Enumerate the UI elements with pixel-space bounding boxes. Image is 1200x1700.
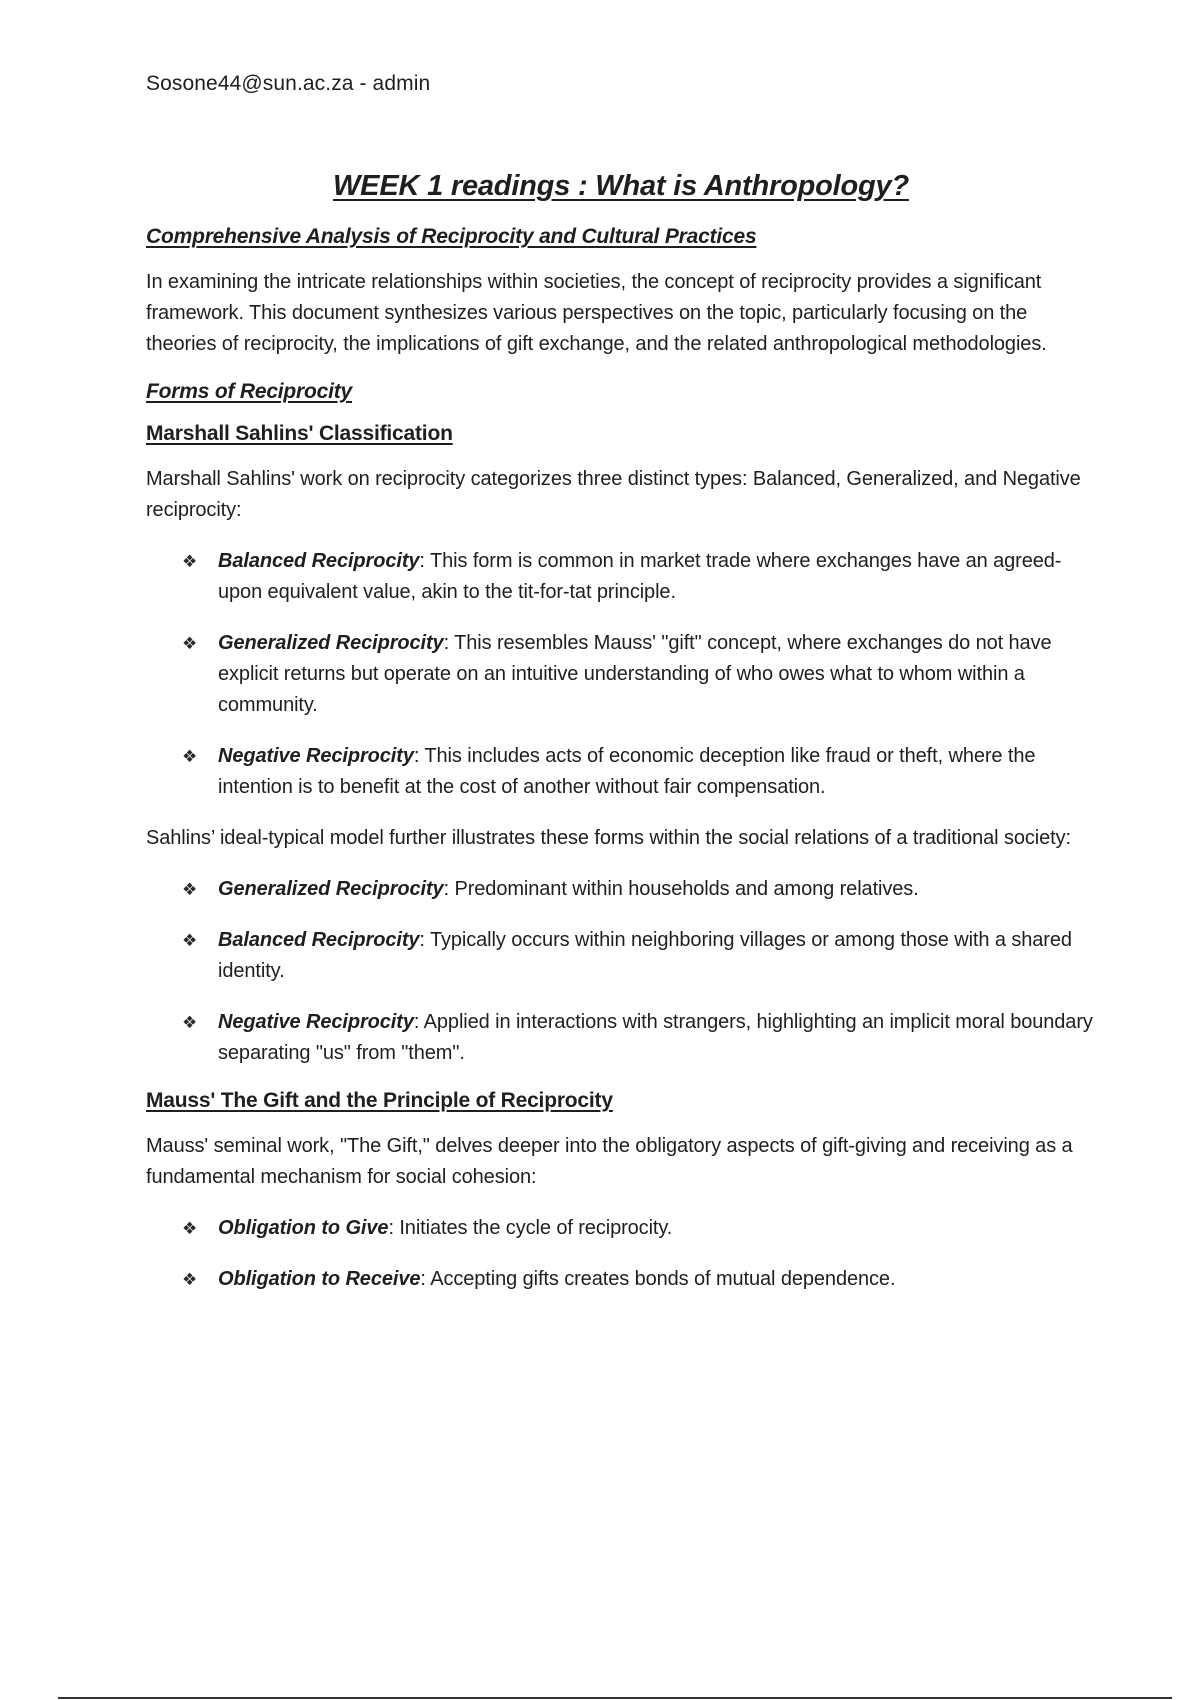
mauss-obligations-list bbox=[146, 1213, 1096, 1295]
list-item-text: : This form is common in market trade where exchanges have an agreed-upon equivalent value, akin to the tit-for-tat principle. bbox=[218, 550, 1062, 603]
list-item bbox=[182, 628, 1096, 721]
list-item-text: : This includes acts of economic deception like fraud or theft, where the intention is to benefit at the cost of another without fair compensation. bbox=[218, 745, 1036, 798]
list-item bbox=[182, 925, 1096, 987]
list-item-text: : Applied in interactions with strangers, highlighting an implicit moral boundary separating "us" from "them". bbox=[218, 1011, 1093, 1064]
list-item bbox=[182, 741, 1096, 803]
diamond-bullet-icon: ❖ bbox=[182, 1219, 198, 1238]
list-item-text: : Predominant within households and among relatives. bbox=[443, 878, 919, 900]
footer-divider bbox=[58, 1697, 1172, 1699]
list-item-term: Generalized Reciprocity bbox=[218, 632, 444, 654]
list-item-text: : This resembles Mauss' "gift" concept, where exchanges do not have explicit returns but operate on an intuitive understanding of who owes what to whom within a community. bbox=[218, 632, 1052, 716]
list-item bbox=[182, 1264, 1096, 1295]
list-item-term: Negative Reciprocity bbox=[218, 745, 414, 767]
list-item-term: Balanced Reciprocity bbox=[218, 550, 420, 572]
sahlins-intro: Marshall Sahlins' work on reciprocity categorizes three distinct types: Balanced, Generalized, and Negative reciprocity: bbox=[146, 468, 1081, 521]
sahlins-types-list bbox=[146, 546, 1096, 803]
list-item-term: Negative Reciprocity bbox=[218, 1011, 414, 1033]
list-item-term: Balanced Reciprocity bbox=[218, 929, 420, 951]
document-subtitle: Comprehensive Analysis of Reciprocity and Cultural Practices bbox=[146, 225, 757, 248]
intro-paragraph: In examining the intricate relationships within societies, the concept of reciprocity provides a significant framework. This document synthesizes various perspectives on the topic, particularly focusing on the theories of reciprocity, the implications of gift exchange, and the related anthropological methodologies. bbox=[146, 271, 1047, 355]
list-item-text: : Initiates the cycle of reciprocity. bbox=[388, 1217, 673, 1239]
document-page bbox=[146, 170, 1096, 1315]
list-item bbox=[182, 546, 1096, 608]
header-email: Sosone44@sun.ac.za - admin bbox=[146, 72, 431, 95]
sahlins-model-list bbox=[146, 874, 1096, 1069]
sahlins-model-intro: Sahlins’ ideal-typical model further illustrates these forms within the social relations of a traditional society: bbox=[146, 827, 1071, 849]
sahlins-heading: Marshall Sahlins' Classification bbox=[146, 422, 453, 445]
list-item bbox=[182, 874, 1096, 905]
diamond-bullet-icon: ❖ bbox=[182, 747, 198, 766]
page-title: WEEK 1 readings : What is Anthropology? bbox=[333, 170, 909, 202]
diamond-bullet-icon: ❖ bbox=[182, 552, 198, 571]
diamond-bullet-icon: ❖ bbox=[182, 1013, 198, 1032]
diamond-bullet-icon: ❖ bbox=[182, 634, 198, 653]
diamond-bullet-icon: ❖ bbox=[182, 931, 198, 950]
list-item-text: : Accepting gifts creates bonds of mutual dependence. bbox=[420, 1268, 896, 1290]
list-item-term: Obligation to Give bbox=[218, 1217, 389, 1239]
forms-heading: Forms of Reciprocity bbox=[146, 380, 353, 403]
list-item-text: : Typically occurs within neighboring villages or among those with a shared identity. bbox=[218, 929, 1072, 982]
diamond-bullet-icon: ❖ bbox=[182, 1270, 198, 1289]
diamond-bullet-icon: ❖ bbox=[182, 880, 198, 899]
list-item-term: Generalized Reciprocity bbox=[218, 878, 444, 900]
list-item bbox=[182, 1213, 1096, 1244]
mauss-heading: Mauss' The Gift and the Principle of Reciprocity bbox=[146, 1089, 613, 1112]
mauss-intro: Mauss' seminal work, "The Gift," delves deeper into the obligatory aspects of gift-giving and receiving as a fundamental mechanism for social cohesion: bbox=[146, 1135, 1073, 1188]
list-item bbox=[182, 1007, 1096, 1069]
list-item-term: Obligation to Receive bbox=[218, 1268, 421, 1290]
